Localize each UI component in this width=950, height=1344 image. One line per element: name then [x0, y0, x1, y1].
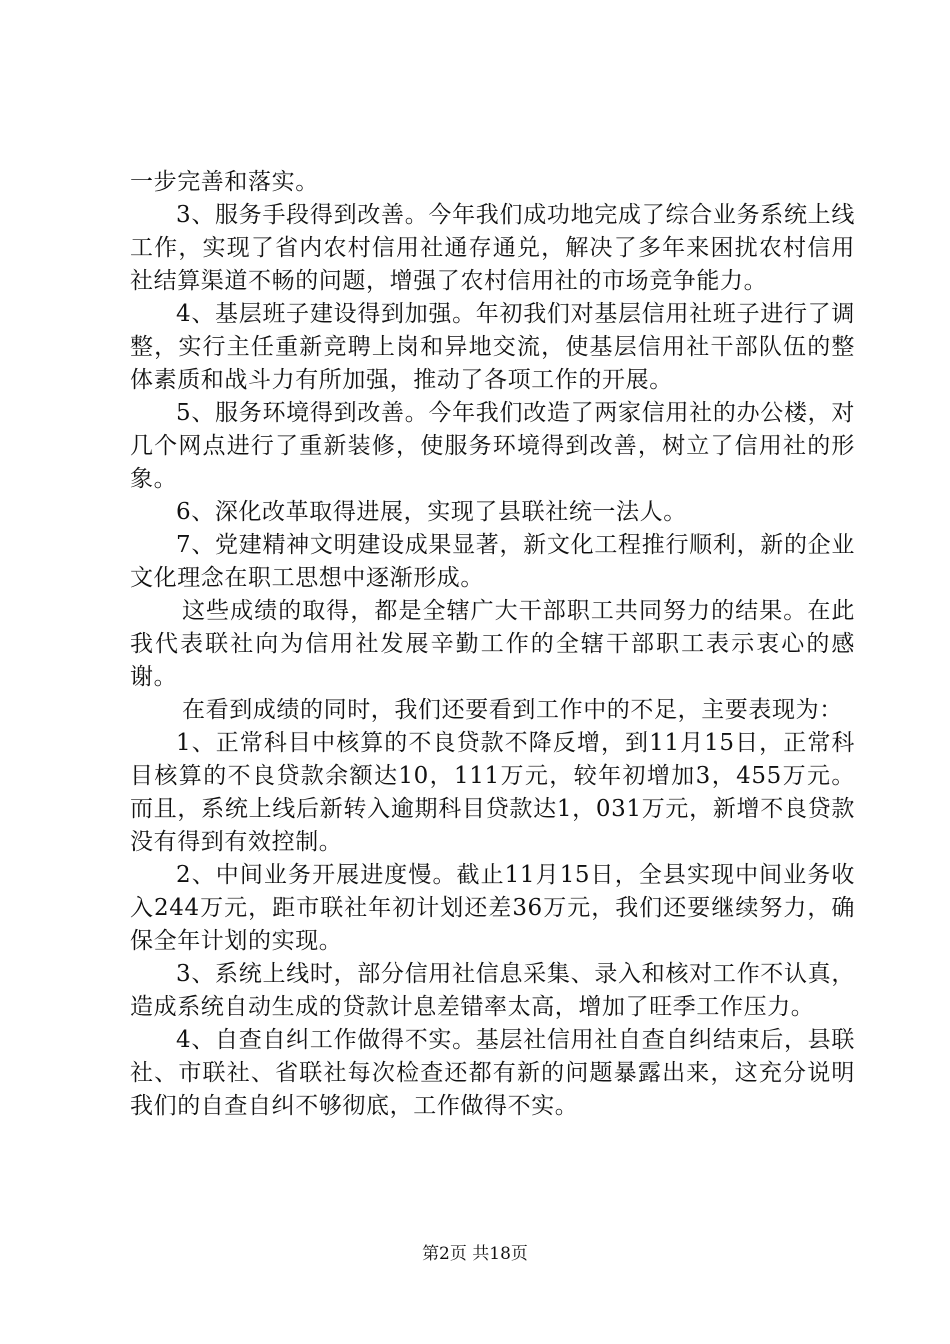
page-footer — [0, 1243, 950, 1265]
page-number-label: 第2页 共18页 — [422, 1244, 528, 1264]
paragraph-2: 4、基层班子建设得到加强。年初我们对基层信用社班子进行了调整，实行主任重新竞聘上岗和异地交流，使基层信用社干部队伍的整体素质和战斗力有所加强，推动了各项工作的开展。 — [130, 301, 855, 393]
paragraph-7: 在看到成绩的同时，我们还要看到工作中的不足，主要表现为： — [182, 697, 843, 723]
paragraph-3: 5、服务环境得到改善。今年我们改造了两家信用社的办公楼，对几个网点进行了重新装修，使服务环境得到改善，树立了信用社的形象。 — [130, 400, 855, 492]
paragraph-0: 一步完善和落实。 — [130, 169, 319, 195]
paragraph-4: 6、深化改革取得进展，实现了县联社统一法人。 — [176, 499, 687, 525]
paragraph-6: 这些成绩的取得，都是全辖广大干部职工共同努力的结果。在此我代表联社向为信用社发展辛勤工作的全辖干部职工表示衷心的感谢。 — [130, 598, 855, 690]
paragraph-11: 4、自查自纠工作做得不实。基层社信用社自查自纠结束后，县联社、市联社、省联社每次检查还都有新的问题暴露出来，这充分说明我们的自查自纠不够彻底，工作做得不实。 — [130, 1027, 855, 1119]
document-body — [130, 166, 855, 1123]
paragraph-10: 3、系统上线时，部分信用社信息采集、录入和核对工作不认真，造成系统自动生成的贷款计息差错率太高，增加了旺季工作压力。 — [130, 961, 855, 1020]
paragraph-8: 1、正常科目中核算的不良贷款不降反增，到11月15日，正常科目核算的不良贷款余额达10，111万元，较年初增加3，455万元。而且，系统上线后新转入逾期科目贷款达1，031万元，新增不良贷款没有得到有效控制。 — [130, 730, 855, 855]
paragraph-9: 2、中间业务开展进度慢。截止11月15日，全县实现中间业务收入244万元，距市联社年初计划还差36万元，我们还要继续努力，确保全年计划的实现。 — [130, 862, 855, 954]
paragraph-5: 7、党建精神文明建设成果显著，新文化工程推行顺利，新的企业文化理念在职工思想中逐渐形成。 — [130, 532, 855, 591]
paragraph-1: 3、服务手段得到改善。今年我们成功地完成了综合业务系统上线工作，实现了省内农村信用社通存通兑，解决了多年来困扰农村信用社结算渠道不畅的问题，增强了农村信用社的市场竞争能力。 — [130, 202, 855, 294]
